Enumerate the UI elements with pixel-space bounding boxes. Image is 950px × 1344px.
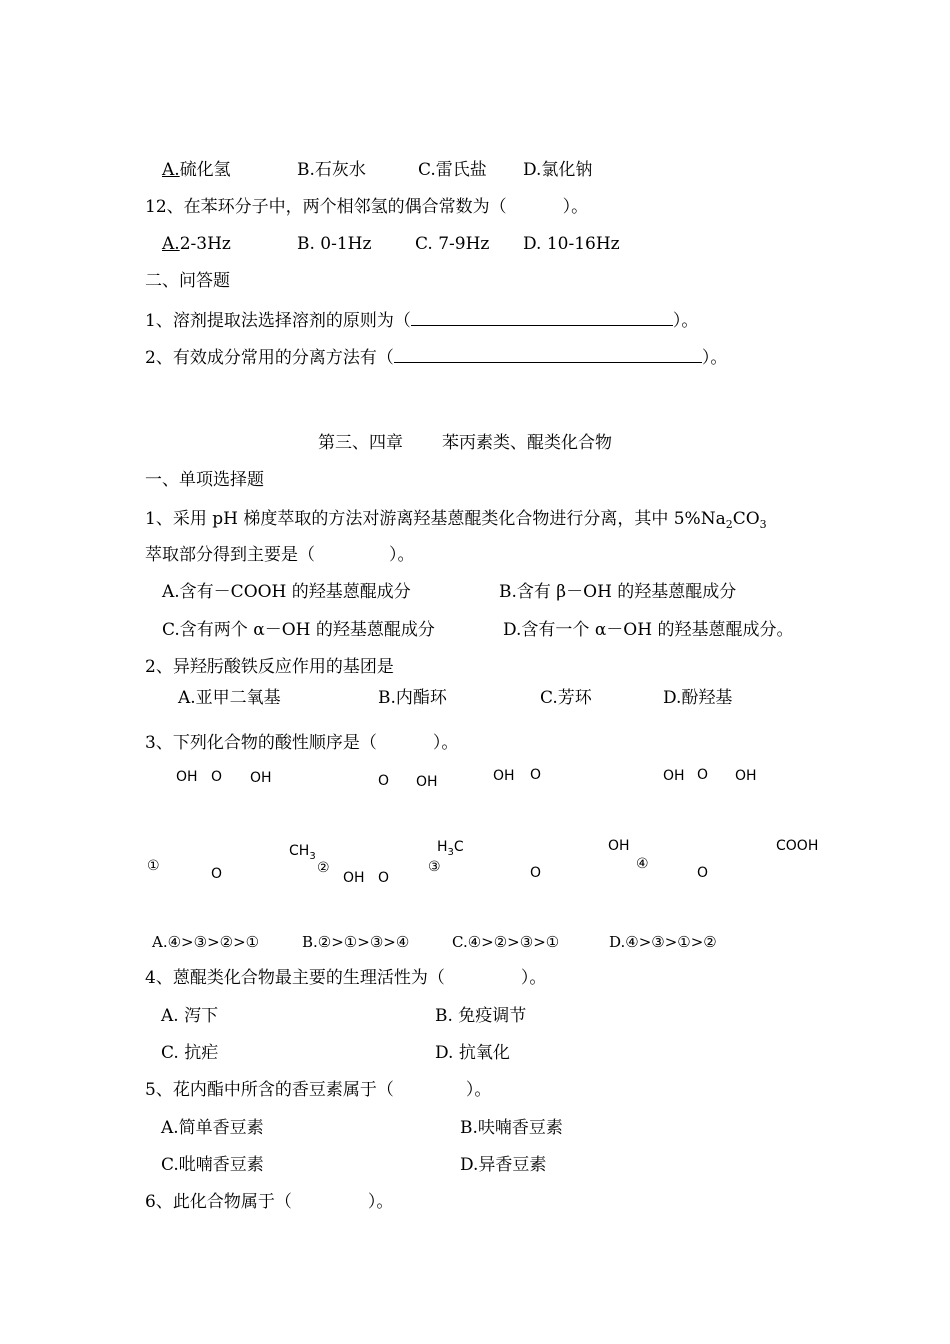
chem-label-o: O bbox=[211, 866, 223, 882]
chem-label-oh: OH bbox=[416, 774, 438, 790]
q11-option-a-letter: A. bbox=[162, 160, 180, 180]
cq1-option-d: D.含有一个 α－OH 的羟基蒽醌成分。 bbox=[503, 620, 794, 640]
q12-stem-text: 12、在苯环分子中，两个相邻氢的偶合常数为（ bbox=[145, 197, 507, 217]
cq2-option-d: D.酚羟基 bbox=[663, 688, 733, 708]
cq1-sub1: 2 bbox=[725, 518, 733, 531]
cq1-line1 bbox=[145, 511, 767, 530]
chem-label-h3c bbox=[437, 840, 464, 858]
chem-label-h3c-sub: 3 bbox=[447, 846, 454, 858]
chapter-title-number: 第三、四章 bbox=[318, 433, 403, 453]
compound-number-2: ② bbox=[317, 860, 330, 876]
cq2-stem: 2、异羟肟酸铁反应作用的基团是 bbox=[145, 657, 394, 677]
cq3-option-c: C.④>②>③>① bbox=[452, 933, 560, 951]
cq1-co: CO bbox=[732, 509, 760, 529]
chem-label-h3c-c: C bbox=[453, 839, 464, 855]
cq1-line1-text: 1、采用 pH 梯度萃取的方法对游离羟基蒽醌类化合物进行分离，其中 5%Na bbox=[145, 509, 726, 529]
q11-option-a: 硫化氢 bbox=[179, 160, 231, 180]
cq5-close: ）。 bbox=[465, 1080, 492, 1100]
q11-option-b: B.石灰水 bbox=[297, 160, 366, 180]
chem-label-o: O bbox=[378, 870, 390, 886]
chem-label-oh: OH bbox=[663, 768, 685, 784]
section2-q2 bbox=[145, 348, 727, 367]
chem-label-ch3-sub: 3 bbox=[309, 850, 316, 862]
compound-number-1: ① bbox=[147, 858, 160, 874]
chem-label-ch3 bbox=[289, 844, 316, 862]
q11-option-c: C.雷氏盐 bbox=[418, 160, 487, 180]
cq4-stem-text: 4、蒽醌类化合物最主要的生理活性为（ bbox=[145, 968, 445, 988]
cq1-option-b: B.含有 β－OH 的羟基蒽醌成分 bbox=[499, 582, 737, 602]
answer-blank-line bbox=[411, 311, 673, 326]
cq5-stem-text: 5、花内酯中所含的香豆素属于（ bbox=[145, 1080, 394, 1100]
cq4-option-b: B. 免疫调节 bbox=[435, 1006, 527, 1026]
part1-heading: 一、单项选择题 bbox=[145, 470, 264, 490]
chem-label-o: O bbox=[530, 767, 542, 783]
cq1-sub2: 3 bbox=[759, 518, 767, 531]
cq5-option-a: A.简单香豆素 bbox=[161, 1118, 264, 1138]
cq6-stem bbox=[145, 1194, 393, 1211]
chem-label-ch3-text: CH bbox=[289, 843, 310, 859]
q11-options bbox=[162, 162, 231, 179]
q12-option-a bbox=[162, 236, 231, 253]
cq1-option-a: A.含有－COOH 的羟基蒽醌成分 bbox=[162, 582, 411, 602]
section2-q1-text: 1、溶剂提取法选择溶剂的原则为（ bbox=[145, 311, 411, 331]
cq4-option-d: D. 抗氧化 bbox=[435, 1043, 510, 1063]
chem-label-o: O bbox=[378, 773, 390, 789]
section2-q1-close: ）。 bbox=[672, 311, 699, 331]
section2-q2-text: 2、有效成分常用的分离方法有（ bbox=[145, 348, 394, 368]
cq5-option-d: D.异香豆素 bbox=[460, 1155, 547, 1175]
cq1-line2 bbox=[145, 547, 415, 564]
compound-number-3: ③ bbox=[428, 859, 441, 875]
q12-option-a-text: 2-3Hz bbox=[179, 234, 231, 254]
chapter-title-topic: 苯丙素类、醌类化合物 bbox=[442, 433, 612, 453]
cq4-option-c: C. 抗疟 bbox=[161, 1043, 219, 1063]
cq3-option-d: D.④>③>①>② bbox=[609, 933, 717, 951]
chem-label-h3c-h: H bbox=[437, 839, 448, 855]
chem-label-oh: OH bbox=[608, 838, 630, 854]
cq2-option-c: C.芳环 bbox=[540, 688, 592, 708]
compound-number-4: ④ bbox=[636, 856, 649, 872]
section2-heading: 二、问答题 bbox=[145, 271, 230, 291]
cq4-option-a: A. 泻下 bbox=[161, 1006, 219, 1026]
chem-label-o: O bbox=[697, 865, 709, 881]
q12-option-d: D. 10-16Hz bbox=[523, 234, 620, 254]
q12-option-c: C. 7-9Hz bbox=[415, 234, 490, 254]
cq6-close: ）。 bbox=[367, 1192, 394, 1212]
chem-label-o: O bbox=[211, 769, 223, 785]
chem-label-oh: OH bbox=[493, 768, 515, 784]
q12-close: ）。 bbox=[562, 197, 589, 217]
q12-stem bbox=[145, 199, 588, 216]
cq3-close: ）。 bbox=[432, 733, 459, 753]
chem-label-oh: OH bbox=[343, 870, 365, 886]
section2-q2-close: ）。 bbox=[701, 348, 728, 368]
cq2-option-b: B.内酯环 bbox=[378, 688, 447, 708]
cq2-option-a: A.亚甲二氧基 bbox=[178, 688, 281, 708]
q12-option-b: B. 0-1Hz bbox=[297, 234, 372, 254]
cq4-close: ）。 bbox=[520, 968, 547, 988]
chem-label-oh: OH bbox=[735, 768, 757, 784]
chem-label-cooh: COOH bbox=[776, 838, 819, 854]
chem-label-oh: OH bbox=[176, 769, 198, 785]
answer-blank-line bbox=[394, 348, 702, 363]
cq5-option-c: C.吡喃香豆素 bbox=[161, 1155, 264, 1175]
cq6-stem-text: 6、此化合物属于（ bbox=[145, 1192, 292, 1212]
cq1-line2-text: 萃取部分得到主要是（ bbox=[145, 545, 315, 565]
q11-option-d: D.氯化钠 bbox=[523, 160, 593, 180]
q12-option-a-letter: A. bbox=[162, 234, 180, 254]
cq3-stem bbox=[145, 735, 458, 752]
cq5-stem bbox=[145, 1082, 491, 1099]
cq3-option-a: A.④>③>②>① bbox=[152, 933, 260, 951]
cq5-option-b: B.呋喃香豆素 bbox=[460, 1118, 563, 1138]
cq4-stem bbox=[145, 970, 546, 987]
cq3-option-b: B.②>①>③>④ bbox=[302, 933, 410, 951]
cq1-option-c: C.含有两个 α－OH 的羟基蒽醌成分 bbox=[162, 620, 435, 640]
chem-label-o: O bbox=[530, 865, 542, 881]
cq1-line2-close: ）。 bbox=[389, 545, 415, 565]
cq3-stem-text: 3、下列化合物的酸性顺序是（ bbox=[145, 733, 377, 753]
chem-label-oh: OH bbox=[250, 770, 272, 786]
chem-label-o: O bbox=[697, 767, 709, 783]
section2-q1 bbox=[145, 311, 698, 330]
